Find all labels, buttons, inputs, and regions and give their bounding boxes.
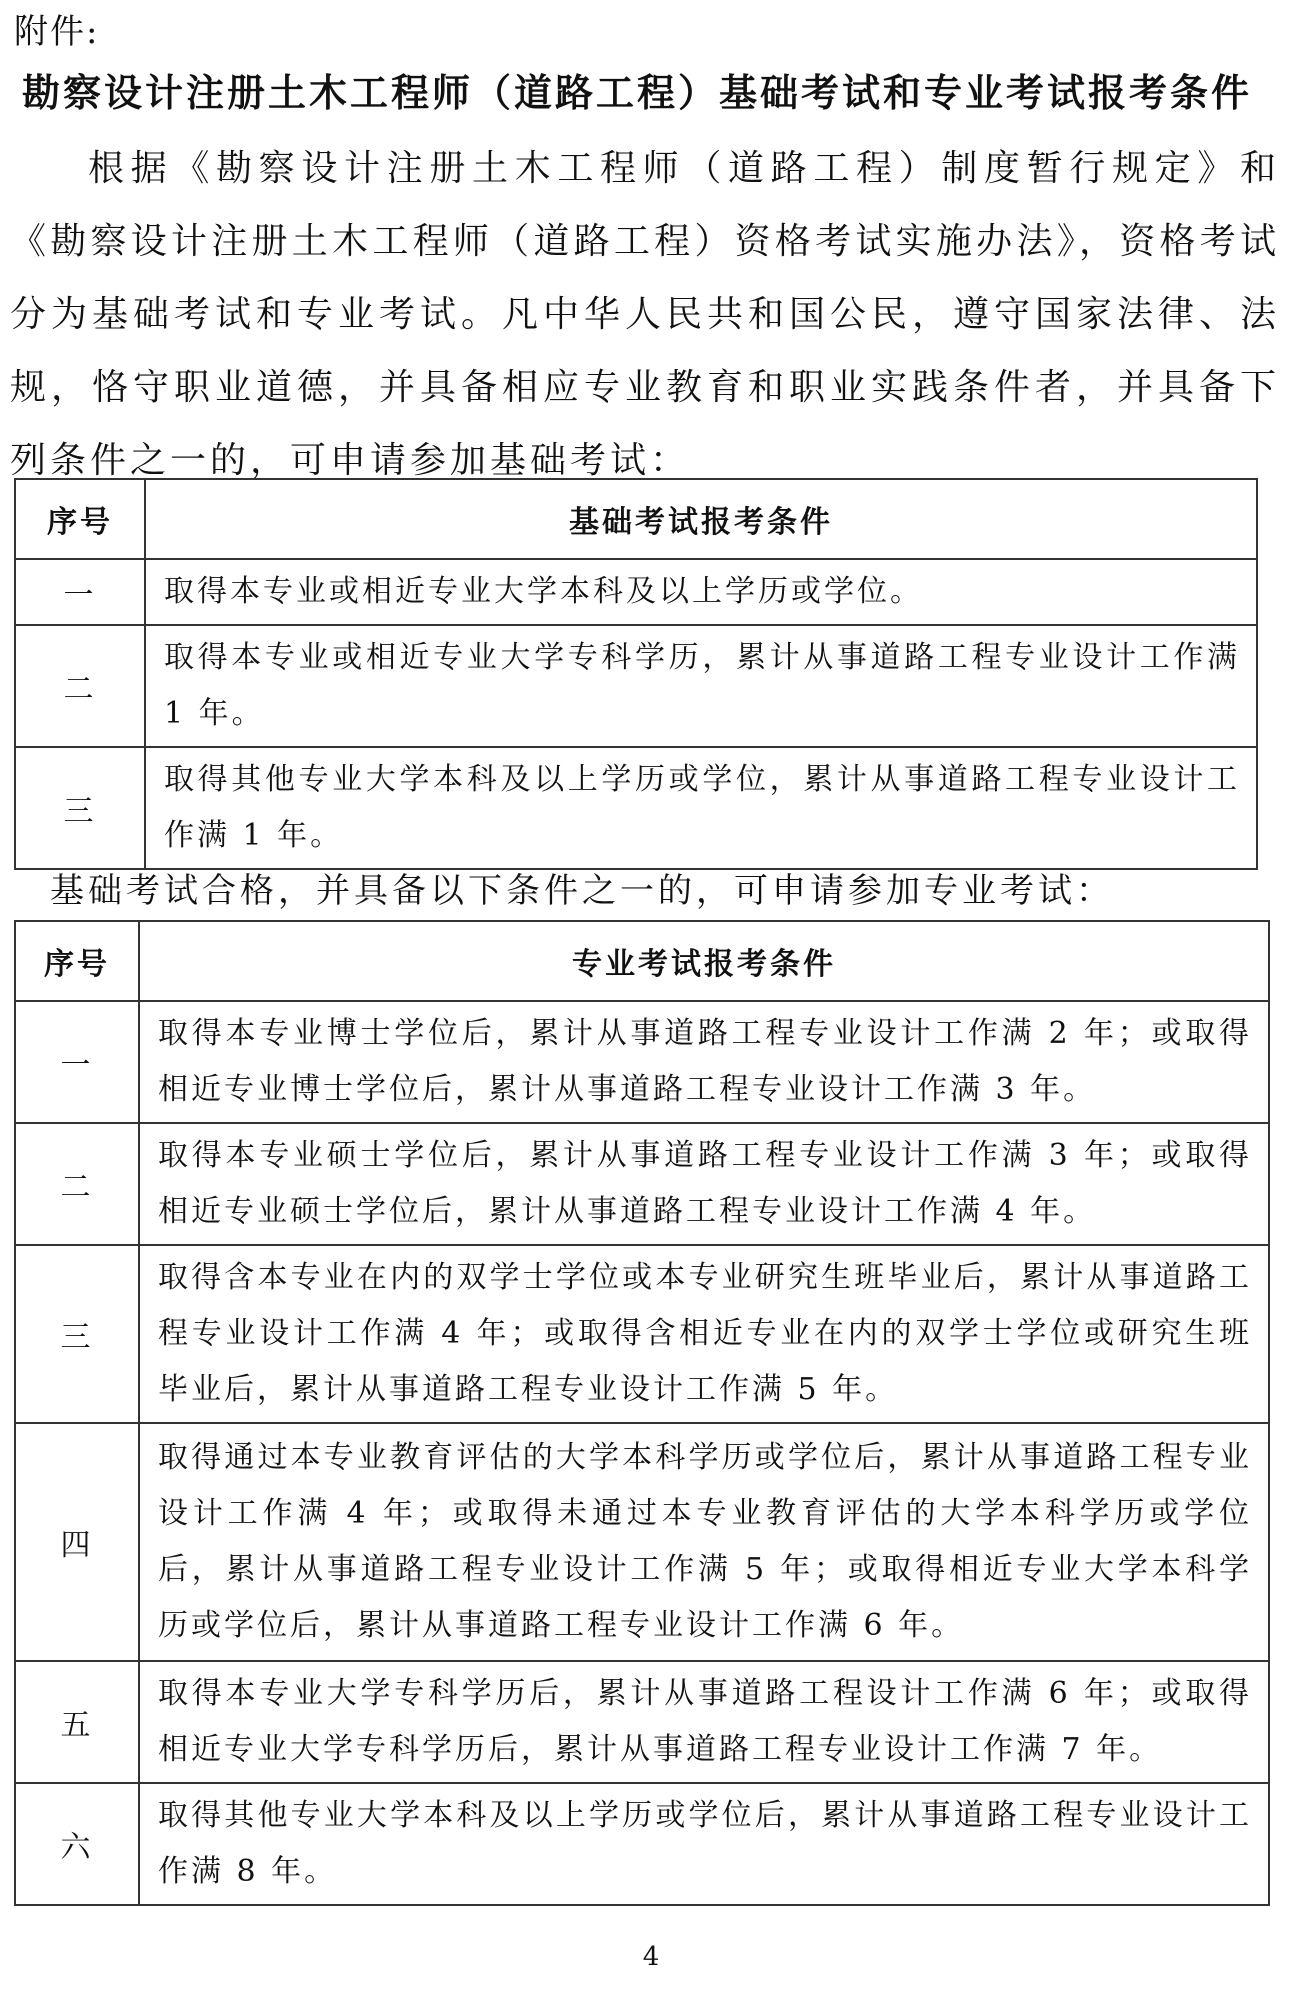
row-condition: 取得本专业大学专科学历后，累计从事道路工程设计工作满 6 年；或取得相近专业大学专科学历后，累计从事道路工程专业设计工作满 7 年。 <box>139 1661 1269 1783</box>
row-number: 一 <box>15 559 145 625</box>
table-header-row <box>15 479 1257 559</box>
row-condition: 取得本专业硕士学位后，累计从事道路工程专业设计工作满 3 年；或取得相近专业硕士学位后，累计从事道路工程专业设计工作满 4 年。 <box>139 1123 1269 1245</box>
professional-exam-table <box>14 920 1270 1906</box>
header-condition: 基础考试报考条件 <box>145 479 1257 559</box>
row-number: 一 <box>15 1001 139 1123</box>
header-seq: 序号 <box>15 921 139 1001</box>
header-condition: 专业考试报考条件 <box>139 921 1269 1001</box>
table-row <box>15 1423 1269 1661</box>
row-number: 二 <box>15 1123 139 1245</box>
document-title: 勘察设计注册土木工程师（道路工程）基础考试和专业考试报考条件 <box>22 71 1253 115</box>
header-seq: 序号 <box>15 479 145 559</box>
table-header-row <box>15 921 1269 1001</box>
intro-paragraph: 根据《勘察设计注册土木工程师（道路工程）制度暂行规定》和《勘察设计注册土木工程师（道路工程）资格考试实施办法》，资格考试分为基础考试和专业考试。凡中华人民共和国公民，遵守国家法律、法规，恪守职业道德，并具备相应专业教育和职业实践条件者，并具备下列条件之一的，可申请参加基础考试： <box>10 148 1280 481</box>
table-row <box>15 1123 1269 1245</box>
professional-exam-intro: 基础考试合格，并具备以下条件之一的，可申请参加专业考试： <box>50 871 1114 911</box>
table-row <box>15 1783 1269 1905</box>
row-number: 四 <box>15 1423 139 1661</box>
row-number: 三 <box>15 1245 139 1423</box>
row-condition: 取得含本专业在内的双学士学位或本专业研究生班毕业后，累计从事道路工程专业设计工作满 4 年；或取得含相近专业在内的双学士学位或研究生班毕业后，累计从事道路工程专业设计工作满 5 年。 <box>139 1245 1269 1423</box>
table-row <box>15 747 1257 869</box>
table-row <box>15 625 1257 747</box>
table-row <box>15 1661 1269 1783</box>
attachment-label: 附件: <box>14 12 100 52</box>
row-condition: 取得通过本专业教育评估的大学本科学历或学位后，累计从事道路工程专业设计工作满 4 年；或取得未通过本专业教育评估的大学本科学历或学位后，累计从事道路工程专业设计工作满 5 年；或取得相近专业大学本科学历或学位后，累计从事道路工程专业设计工作满 6 年。 <box>139 1423 1269 1661</box>
table-row <box>15 559 1257 625</box>
row-condition: 取得其他专业大学本科及以上学历或学位后，累计从事道路工程专业设计工作满 8 年。 <box>139 1783 1269 1905</box>
table-row <box>15 1001 1269 1123</box>
row-number: 二 <box>15 625 145 747</box>
row-condition: 取得本专业或相近专业大学本科及以上学历或学位。 <box>145 559 1257 625</box>
row-condition: 取得本专业博士学位后，累计从事道路工程专业设计工作满 2 年；或取得相近专业博士学位后，累计从事道路工程专业设计工作满 3 年。 <box>139 1001 1269 1123</box>
table-row <box>15 1245 1269 1423</box>
row-condition: 取得其他专业大学本科及以上学历或学位，累计从事道路工程专业设计工作满 1 年。 <box>145 747 1257 869</box>
row-number: 五 <box>15 1661 139 1783</box>
basic-exam-table <box>14 478 1258 870</box>
page-number: 4 <box>642 1942 660 1972</box>
row-number: 六 <box>15 1783 139 1905</box>
row-number: 三 <box>15 747 145 869</box>
row-condition: 取得本专业或相近专业大学专科学历，累计从事道路工程专业设计工作满 1 年。 <box>145 625 1257 747</box>
